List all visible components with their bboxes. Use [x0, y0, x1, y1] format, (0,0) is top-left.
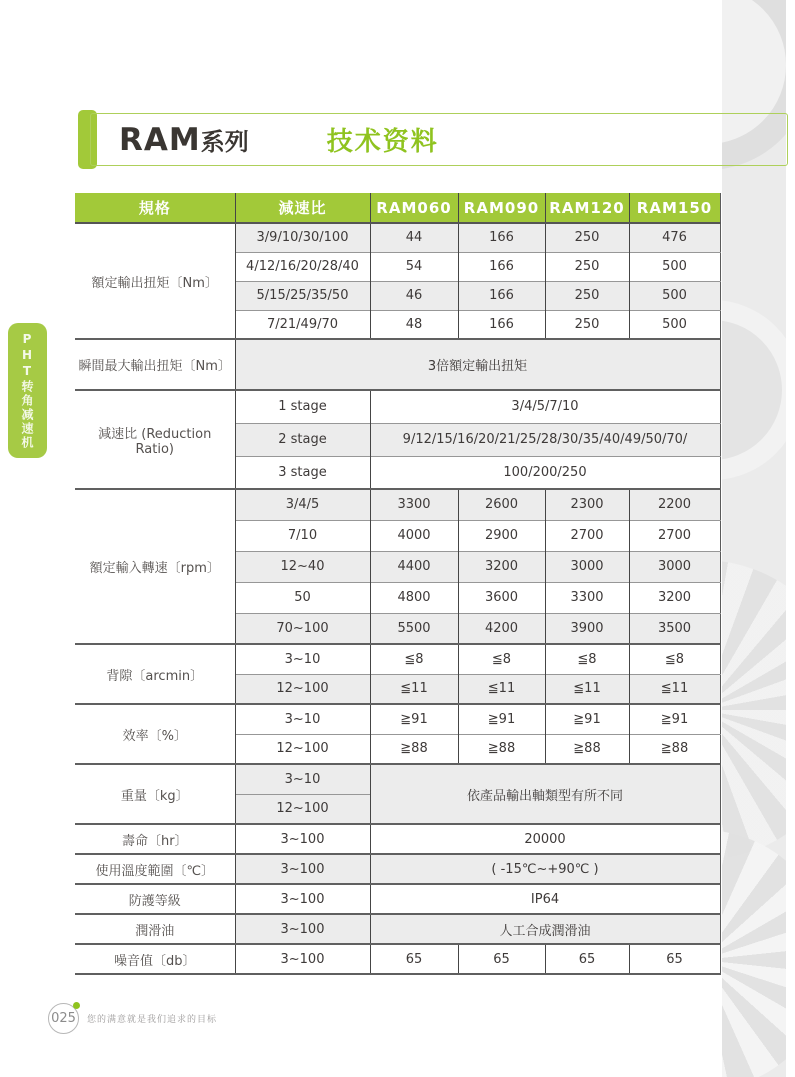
- value-cell: 65: [458, 944, 545, 974]
- value-cell: ≧91: [629, 704, 720, 734]
- ratio-cell: 70~100: [235, 613, 370, 644]
- value-cell: 3000: [545, 551, 629, 582]
- value-cell: ≦11: [629, 674, 720, 704]
- spec-table-head: [75, 193, 720, 223]
- value-cell: 4200: [458, 613, 545, 644]
- value-cell: 20000: [370, 824, 720, 854]
- value-cell: 2300: [545, 489, 629, 520]
- value-cell: 依產品輸出軸類型有所不同: [370, 764, 720, 824]
- value-cell: ≦8: [629, 644, 720, 674]
- gear-shape-decoration: [722, 300, 786, 480]
- table-row: [75, 489, 720, 520]
- ratio-cell: 12~40: [235, 551, 370, 582]
- value-cell: 5500: [370, 613, 458, 644]
- value-cell: 4400: [370, 551, 458, 582]
- value-cell: 500: [629, 310, 720, 339]
- value-cell: 2200: [629, 489, 720, 520]
- page-number-badge: [48, 1003, 79, 1034]
- value-cell: 3200: [458, 551, 545, 582]
- ratio-cell: 12~100: [235, 734, 370, 764]
- series-title-suffix: 系列: [200, 128, 249, 156]
- value-cell: ≦8: [370, 644, 458, 674]
- page-number: 025: [51, 1011, 76, 1026]
- value-cell: 100/200/250: [370, 456, 720, 489]
- value-cell: 3600: [458, 582, 545, 613]
- value-cell: 250: [545, 252, 629, 281]
- page-footer: [48, 1003, 217, 1034]
- value-cell: 166: [458, 281, 545, 310]
- ratio-cell: 1 stage: [235, 390, 370, 423]
- ratio-cell: 3~100: [235, 914, 370, 944]
- value-cell: 250: [545, 223, 629, 252]
- ratio-cell: 3~10: [235, 764, 370, 794]
- value-cell: 2900: [458, 520, 545, 551]
- value-cell: 2700: [629, 520, 720, 551]
- spec-label-cell: 額定輸出扭矩〔Nm〕: [75, 223, 235, 339]
- column-header: RAM090: [458, 193, 545, 223]
- table-row: [75, 339, 720, 390]
- spec-label-cell: 瞬間最大輸出扭矩〔Nm〕: [75, 339, 235, 390]
- value-cell: 500: [629, 252, 720, 281]
- ratio-cell: 3~100: [235, 854, 370, 884]
- value-cell: ≧91: [458, 704, 545, 734]
- ratio-cell: 3~10: [235, 704, 370, 734]
- ratio-cell: 5/15/25/35/50: [235, 281, 370, 310]
- spec-label-cell: 減速比 (Reduction Ratio): [75, 390, 235, 489]
- table-row: [75, 914, 720, 944]
- spec-label-cell: 額定輸入轉速〔rpm〕: [75, 489, 235, 644]
- spec-label-cell: 壽命〔hr〕: [75, 824, 235, 854]
- spec-label-cell: 噪音值〔db〕: [75, 944, 235, 974]
- spec-label-cell: 潤滑油: [75, 914, 235, 944]
- series-title: RAM: [119, 121, 201, 158]
- ratio-cell: 12~100: [235, 794, 370, 824]
- value-cell: ≧88: [545, 734, 629, 764]
- value-cell: 44: [370, 223, 458, 252]
- page-subtitle: 技术资料: [326, 127, 439, 157]
- spec-label-cell: 重量〔kg〕: [75, 764, 235, 824]
- ratio-cell: 3~100: [235, 824, 370, 854]
- table-row: [75, 764, 720, 794]
- side-category-tab: [8, 323, 47, 458]
- value-cell: ≧88: [629, 734, 720, 764]
- value-cell: IP64: [370, 884, 720, 914]
- value-cell: 4000: [370, 520, 458, 551]
- gear-shape-decoration: [722, 560, 786, 860]
- value-cell: 人工合成潤滑油: [370, 914, 720, 944]
- ratio-cell: 3~100: [235, 884, 370, 914]
- table-row: [75, 223, 720, 252]
- value-cell: 166: [458, 223, 545, 252]
- value-cell: 166: [458, 310, 545, 339]
- ratio-cell: 3 stage: [235, 456, 370, 489]
- column-header: RAM150: [629, 193, 720, 223]
- value-cell: 2600: [458, 489, 545, 520]
- ratio-cell: 50: [235, 582, 370, 613]
- ratio-cell: 3/9/10/30/100: [235, 223, 370, 252]
- spec-label-cell: 使用溫度範圍〔℃〕: [75, 854, 235, 884]
- value-cell: 3900: [545, 613, 629, 644]
- column-header: 減速比: [235, 193, 370, 223]
- value-cell: 500: [629, 281, 720, 310]
- value-cell: 65: [545, 944, 629, 974]
- value-cell: 3200: [629, 582, 720, 613]
- column-header: RAM120: [545, 193, 629, 223]
- green-dot-icon: [73, 1002, 80, 1009]
- spec-label-cell: 效率〔%〕: [75, 704, 235, 764]
- ratio-cell: 3/4/5: [235, 489, 370, 520]
- value-cell: ≧91: [370, 704, 458, 734]
- table-row: [75, 390, 720, 423]
- ratio-cell: 3倍額定輸出扭矩: [235, 339, 720, 390]
- value-cell: ≧88: [370, 734, 458, 764]
- table-row: [75, 854, 720, 884]
- value-cell: ≦8: [458, 644, 545, 674]
- table-row: [75, 824, 720, 854]
- ratio-cell: 3~100: [235, 944, 370, 974]
- value-cell: ≧91: [545, 704, 629, 734]
- footer-slogan: 您的满意就是我们追求的目标: [87, 1015, 218, 1025]
- value-cell: 476: [629, 223, 720, 252]
- column-header: 規格: [75, 193, 235, 223]
- side-tab-label: PHT转角减速机: [20, 331, 34, 450]
- value-cell: ≦8: [545, 644, 629, 674]
- value-cell: 4800: [370, 582, 458, 613]
- value-cell: 46: [370, 281, 458, 310]
- value-cell: 3000: [629, 551, 720, 582]
- value-cell: 3300: [370, 489, 458, 520]
- value-cell: 65: [370, 944, 458, 974]
- value-cell: 9/12/15/16/20/21/25/28/30/35/40/49/50/70/: [370, 423, 720, 456]
- table-row: [75, 644, 720, 674]
- table-row: [75, 944, 720, 974]
- value-cell: ≧88: [458, 734, 545, 764]
- value-cell: 3300: [545, 582, 629, 613]
- spec-table: [75, 193, 721, 975]
- spec-label-cell: 背隙〔arcmin〕: [75, 644, 235, 704]
- table-row: [75, 704, 720, 734]
- ratio-cell: 7/10: [235, 520, 370, 551]
- ratio-cell: 12~100: [235, 674, 370, 704]
- value-cell: 65: [629, 944, 720, 974]
- value-cell: 166: [458, 252, 545, 281]
- page-header: [90, 113, 788, 166]
- value-cell: 250: [545, 281, 629, 310]
- column-header: RAM060: [370, 193, 458, 223]
- value-cell: 3500: [629, 613, 720, 644]
- ratio-cell: 2 stage: [235, 423, 370, 456]
- gear-shape-decoration: [722, 830, 786, 1077]
- value-cell: 2700: [545, 520, 629, 551]
- value-cell: ≦11: [370, 674, 458, 704]
- spec-label-cell: 防護等級: [75, 884, 235, 914]
- value-cell: ( -15℃~+90℃ ): [370, 854, 720, 884]
- spec-table-body: [75, 223, 720, 974]
- value-cell: ≦11: [545, 674, 629, 704]
- value-cell: 250: [545, 310, 629, 339]
- table-row: [75, 884, 720, 914]
- ratio-cell: 4/12/16/20/28/40: [235, 252, 370, 281]
- value-cell: ≦11: [458, 674, 545, 704]
- ratio-cell: 7/21/49/70: [235, 310, 370, 339]
- value-cell: 48: [370, 310, 458, 339]
- value-cell: 54: [370, 252, 458, 281]
- ratio-cell: 3~10: [235, 644, 370, 674]
- value-cell: 3/4/5/7/10: [370, 390, 720, 423]
